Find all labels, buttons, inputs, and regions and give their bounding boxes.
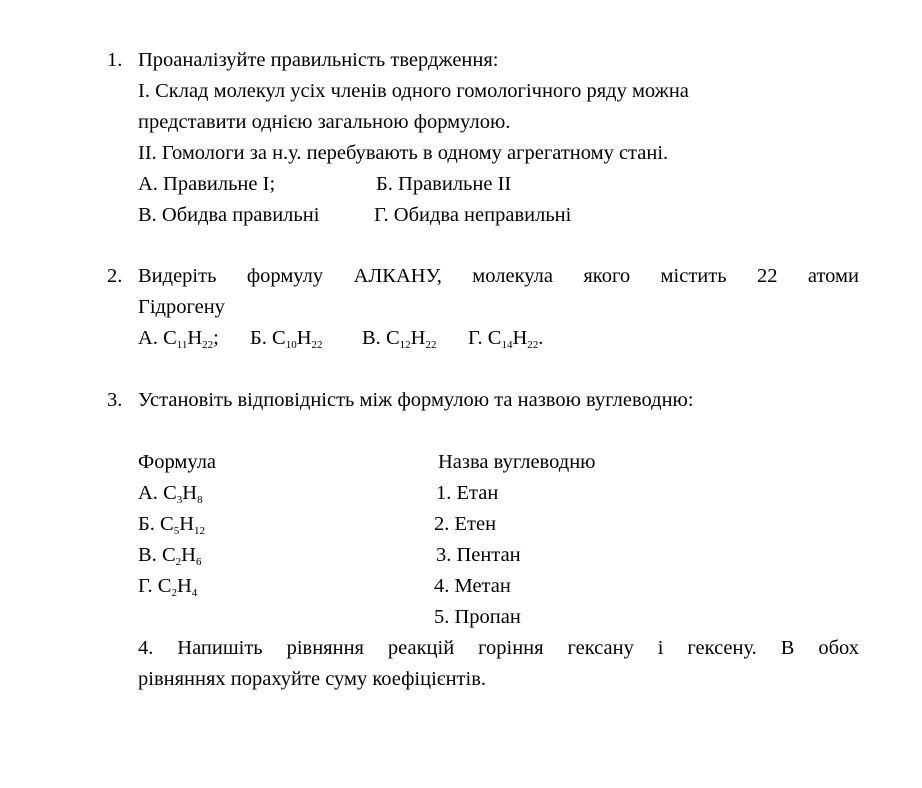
name-item-5: 5. Пропан bbox=[434, 606, 521, 628]
statement-2: II. Гомологи за н.у. перебувають в одному агрегатному стані. bbox=[138, 142, 669, 164]
option-b: Б. Правильне ІІ bbox=[376, 173, 512, 195]
answer-row bbox=[138, 169, 859, 200]
formula-item-g: Г. $C_2H_4$ bbox=[138, 575, 198, 599]
formula-column-header: Формула bbox=[138, 451, 217, 473]
formula-options-row bbox=[138, 323, 859, 354]
formula-option-b: Б. $C_{10}H_{22}$ bbox=[250, 327, 323, 351]
question-prompt-line-1: Видеріть формулу АЛКАНУ, молекула якого містить 22 атоми bbox=[138, 265, 859, 287]
question-3 bbox=[107, 385, 859, 695]
name-item-1: 1. Етан bbox=[436, 482, 499, 504]
name-item-3: 3. Пентан bbox=[436, 544, 521, 566]
option-v: В. Обидва правильні bbox=[138, 204, 320, 226]
option-a: А. Правильне І; bbox=[138, 173, 276, 195]
matching-row bbox=[138, 509, 859, 540]
statement-1-line-2: представити однією загальною формулою. bbox=[138, 111, 511, 133]
question-number: 3. bbox=[107, 389, 123, 411]
matching-row bbox=[138, 540, 859, 571]
question-number: 2. bbox=[107, 265, 123, 287]
matching-row bbox=[138, 602, 859, 633]
option-g: Г. Обидва неправильні bbox=[374, 204, 572, 226]
formula-option-a: А. $C_{11}H_{22}$; bbox=[138, 327, 219, 351]
question-prompt: Установіть відповідність між формулою та назвою вуглеводню: bbox=[138, 389, 694, 411]
matching-row bbox=[138, 571, 859, 602]
question-1 bbox=[107, 45, 859, 231]
formula-item-a: А. $C_3H_8$ bbox=[138, 482, 203, 506]
question-prompt: Проаналізуйте правильність твердження: bbox=[138, 49, 499, 71]
formula-item-v: В. $C_2H_6$ bbox=[138, 544, 202, 568]
formula-item-b: Б. $C_5H_{12}$ bbox=[138, 513, 206, 537]
question-4-line-2: рівняннях порахуйте суму коефіцієнтів. bbox=[138, 668, 487, 690]
statement-1-line-1: I. Склад молекул усіх членів одного гомологічного ряду можна bbox=[138, 80, 689, 102]
question-prompt-line-2: Гідрогену bbox=[138, 296, 225, 318]
name-column-header: Назва вуглеводню bbox=[438, 451, 596, 473]
name-item-2: 2. Етен bbox=[434, 513, 497, 535]
question-number: 1. bbox=[107, 49, 123, 71]
formula-option-g: Г. $C_{14}H_{22}$. bbox=[468, 327, 544, 351]
formula-option-v: В. $C_{12}H_{22}$ bbox=[362, 327, 437, 351]
question-4-line-1: 4. Напишіть рівняння реакцій горіння гексану і гексену. В обох bbox=[138, 637, 859, 659]
matching-row bbox=[138, 478, 859, 509]
name-item-4: 4. Метан bbox=[434, 575, 511, 597]
answer-row bbox=[138, 200, 859, 231]
question-2 bbox=[107, 261, 859, 354]
matching-header-row bbox=[138, 447, 859, 478]
